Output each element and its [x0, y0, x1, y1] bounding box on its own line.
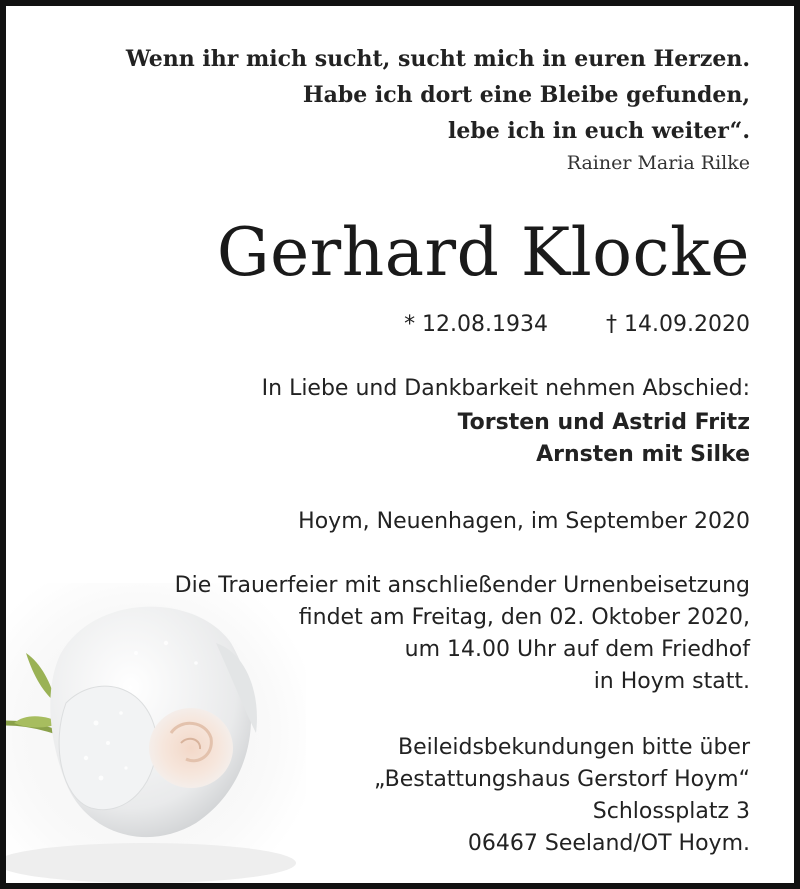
condolence-line: Schlossplatz 3	[592, 799, 750, 824]
mourner-name: Torsten und Astrid Fritz	[457, 410, 750, 435]
life-dates	[404, 312, 750, 337]
ceremony-line: findet am Freitag, den 02. Oktober 2020,	[298, 605, 750, 630]
mourner-name: Arnsten mit Silke	[536, 442, 750, 467]
birth-date: * 12.08.1934	[404, 312, 549, 337]
quote-line-3: lebe ich in euch weiter“.	[447, 118, 750, 144]
ceremony-line: Die Trauerfeier mit anschließender Urnenbeisetzung	[174, 573, 750, 598]
death-date: † 14.09.2020	[606, 312, 750, 337]
deceased-name: Gerhard Klocke	[216, 214, 750, 291]
quote-line-2: Habe ich dort eine Bleibe gefunden,	[302, 82, 750, 108]
quote-author: Rainer Maria Rilke	[566, 152, 750, 174]
condolence-line: „Bestattungshaus Gerstorf Hoym“	[373, 767, 750, 792]
condolence-line: Beileidsbekundungen bitte über	[397, 735, 750, 760]
ceremony-line: um 14.00 Uhr auf dem Friedhof	[404, 637, 750, 662]
condolence-line: 06467 Seeland/OT Hoym.	[467, 831, 750, 856]
white-rose-image	[6, 583, 306, 883]
quote-line-1: Wenn ihr mich sucht, sucht mich in euren Herzen.	[125, 46, 750, 72]
mourners-intro: In Liebe und Dankbarkeit nehmen Abschied:	[261, 376, 750, 401]
ceremony-line: in Hoym statt.	[593, 669, 750, 694]
place-and-date: Hoym, Neuenhagen, im September 2020	[298, 509, 750, 534]
